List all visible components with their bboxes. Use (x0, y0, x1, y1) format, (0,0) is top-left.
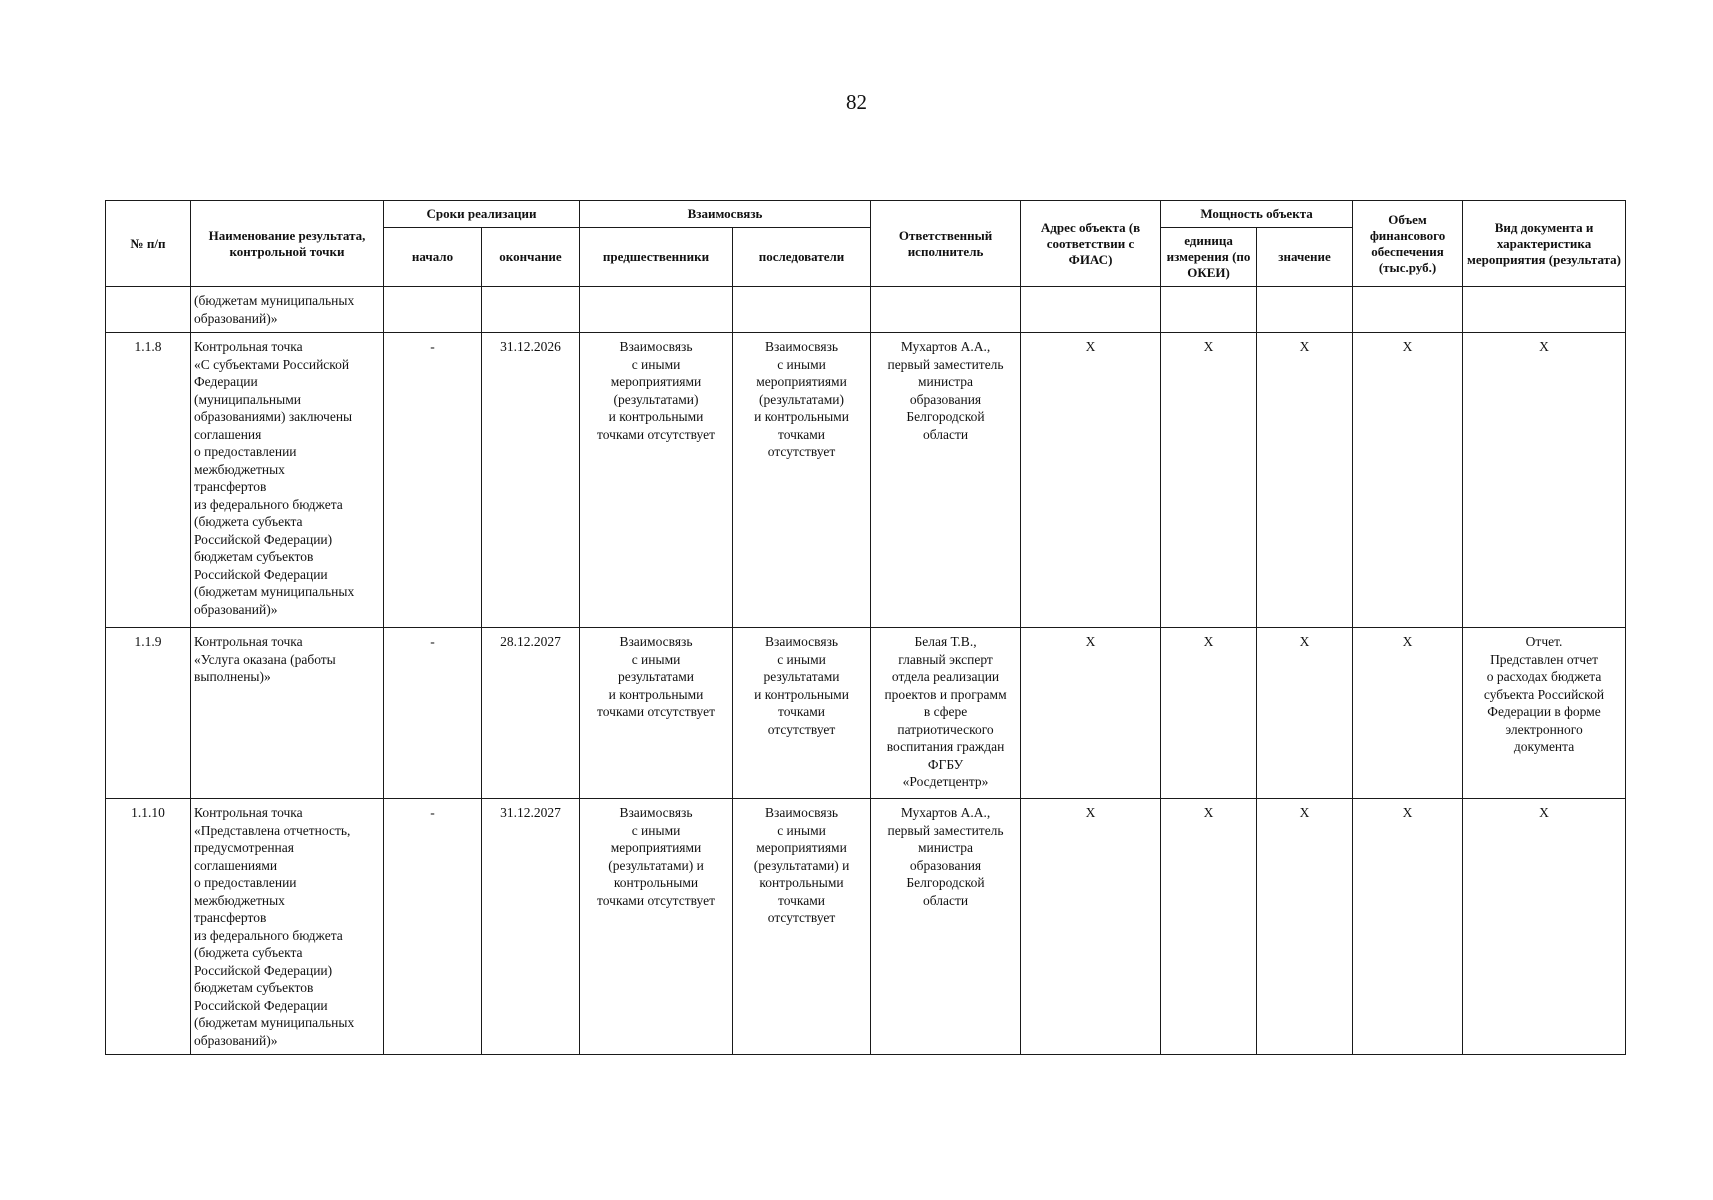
header-predecessors: предшественники (580, 228, 733, 287)
cell-name: Контрольная точка «Услуга оказана (работы выполнены)» (191, 628, 384, 799)
cell-doc: Отчет. Представлен отчет о расходах бюджета субъекта Российской Федерации в форме электронного документа (1463, 628, 1626, 799)
cell-succ: Взаимосвязь с иными мероприятиями (результатами) и контрольными точками отсутствует (733, 799, 871, 1055)
cell-num: 1.1.8 (106, 333, 191, 628)
cell-end: 28.12.2027 (482, 628, 580, 799)
cell-name: Контрольная точка «С субъектами Российской Федерации (муниципальными образованиями) заключены соглашения о предоставлении межбюджетных трансфертов из федерального бюджета (бюджета субъекта Российской Федерации) бюджетам субъектов Российской Федерации (бюджетам муниципальных образований)» (191, 333, 384, 628)
header-row-top (106, 201, 1626, 228)
header-name: Наименование результата, контрольной точки (191, 201, 384, 287)
cell-start: - (384, 799, 482, 1055)
header-financing: Объем финансового обеспечения (тыс.руб.) (1353, 201, 1463, 287)
cell-name: (бюджетам муниципальных образований)» (191, 287, 384, 333)
header-start: начало (384, 228, 482, 287)
table-row (106, 628, 1626, 799)
table-row (106, 799, 1626, 1055)
cell-start: - (384, 333, 482, 628)
cell-succ: Взаимосвязь с иными мероприятиями (результатами) и контрольными точками отсутствует (733, 333, 871, 628)
header-power: Мощность объекта (1161, 201, 1353, 228)
header-address: Адрес объекта (в соответствии с ФИАС) (1021, 201, 1161, 287)
cell-resp: Белая Т.В., главный эксперт отдела реализации проектов и программ в сфере патриотического воспитания граждан ФГБУ «Росдетцентр» (871, 628, 1021, 799)
cell-doc (1463, 287, 1626, 333)
cell-start: - (384, 628, 482, 799)
cell-addr (1021, 287, 1161, 333)
cell-value: X (1257, 333, 1353, 628)
cell-num: 1.1.10 (106, 799, 191, 1055)
cell-pred: Взаимосвязь с иными мероприятиями (результатами) и контрольными точками отсутствует (580, 799, 733, 1055)
header-link: Взаимосвязь (580, 201, 871, 228)
cell-end (482, 287, 580, 333)
cell-addr: X (1021, 333, 1161, 628)
header-responsible: Ответственный исполнитель (871, 201, 1021, 287)
cell-pred (580, 287, 733, 333)
table-row-continuation (106, 287, 1626, 333)
cell-value (1257, 287, 1353, 333)
cell-unit (1161, 287, 1257, 333)
cell-num: 1.1.9 (106, 628, 191, 799)
header-end: окончание (482, 228, 580, 287)
table-row (106, 333, 1626, 628)
cell-addr: X (1021, 799, 1161, 1055)
cell-fin: X (1353, 799, 1463, 1055)
cell-addr: X (1021, 628, 1161, 799)
header-unit: единица измерения (по ОКЕИ) (1161, 228, 1257, 287)
header-num: № п/п (106, 201, 191, 287)
cell-doc: X (1463, 333, 1626, 628)
header-successors: последователи (733, 228, 871, 287)
cell-succ (733, 287, 871, 333)
cell-end: 31.12.2026 (482, 333, 580, 628)
cell-fin: X (1353, 333, 1463, 628)
cell-resp (871, 287, 1021, 333)
cell-fin (1353, 287, 1463, 333)
cell-pred: Взаимосвязь с иными мероприятиями (результатами) и контрольными точками отсутствует (580, 333, 733, 628)
cell-value: X (1257, 628, 1353, 799)
cell-end: 31.12.2027 (482, 799, 580, 1055)
cell-name: Контрольная точка «Представлена отчетность, предусмотренная соглашениями о предоставлении межбюджетных трансфертов из федерального бюджета (бюджета субъекта Российской Федерации) бюджетам субъектов Российской Федерации (бюджетам муниципальных образований)» (191, 799, 384, 1055)
cell-unit: X (1161, 628, 1257, 799)
cell-succ: Взаимосвязь с иными результатами и контрольными точками отсутствует (733, 628, 871, 799)
page-number: 82 (846, 90, 867, 114)
cell-num (106, 287, 191, 333)
cell-fin: X (1353, 628, 1463, 799)
cell-pred: Взаимосвязь с иными результатами и контрольными точками отсутствует (580, 628, 733, 799)
header-terms: Сроки реализации (384, 201, 580, 228)
cell-value: X (1257, 799, 1353, 1055)
cell-doc: X (1463, 799, 1626, 1055)
cell-start (384, 287, 482, 333)
header-document: Вид документа и характеристика мероприятия (результата) (1463, 201, 1626, 287)
cell-unit: X (1161, 333, 1257, 628)
cell-resp: Мухартов А.А., первый заместитель министра образования Белгородской области (871, 799, 1021, 1055)
control-points-table (105, 200, 1626, 1055)
cell-unit: X (1161, 799, 1257, 1055)
cell-resp: Мухартов А.А., первый заместитель министра образования Белгородской области (871, 333, 1021, 628)
header-value: значение (1257, 228, 1353, 287)
